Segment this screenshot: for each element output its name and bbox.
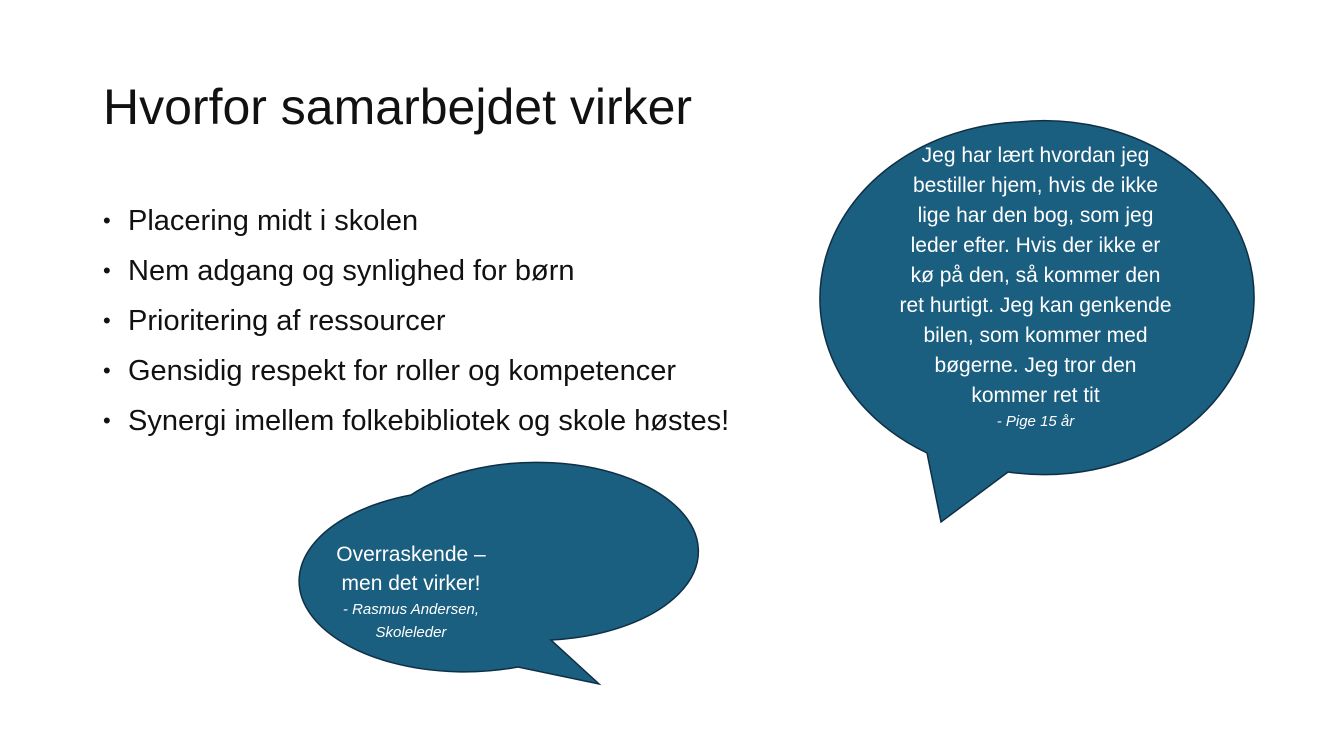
quote-large-line: bøgerne. Jeg tror den <box>934 354 1137 377</box>
quote-large-line: bestiller hjem, hvis de ikke <box>912 174 1159 197</box>
bullet-dot: • <box>103 258 111 283</box>
bullet-dot: • <box>103 208 111 233</box>
quote-small <box>295 540 527 644</box>
bullet-text: Gensidig respekt for roller og kompetencer <box>128 355 677 387</box>
quote-large-line: leder efter. Hvis der ikke er <box>910 234 1161 257</box>
quote-large-line: ret hurtigt. Jeg kan genkende <box>899 294 1172 317</box>
quote-large-line: kø på den, så kommer den <box>910 264 1161 287</box>
quote-large-line: Jeg har lært hvordan jeg <box>921 144 1150 167</box>
quote-small-attribution: Skoleleder <box>375 624 447 641</box>
quote-small-line: Overraskende – <box>336 543 486 566</box>
quote-large-line: lige har den bog, som jeg <box>917 204 1154 227</box>
quote-large <box>878 141 1193 433</box>
bullet-text: Prioritering af ressourcer <box>128 305 446 337</box>
quote-small-attribution: - Rasmus Andersen, <box>342 601 480 618</box>
bullet-dot: • <box>103 408 111 433</box>
bullet-dot: • <box>103 358 111 383</box>
quote-large-line: bilen, som kommer med <box>923 324 1148 347</box>
quote-large-line: kommer ret tit <box>971 384 1100 407</box>
bullet-dot: • <box>103 308 111 333</box>
quote-large-attribution: - Pige 15 år <box>996 413 1075 430</box>
quote-small-line: men det virker! <box>341 572 481 595</box>
bullet-text: Synergi imellem folkebibliotek og skole høstes! <box>128 405 730 437</box>
slide-title: Hvorfor samarbejdet virker <box>103 79 693 135</box>
bullet-text: Nem adgang og synlighed for børn <box>128 255 575 287</box>
bullet-text: Placering midt i skolen <box>128 205 419 237</box>
